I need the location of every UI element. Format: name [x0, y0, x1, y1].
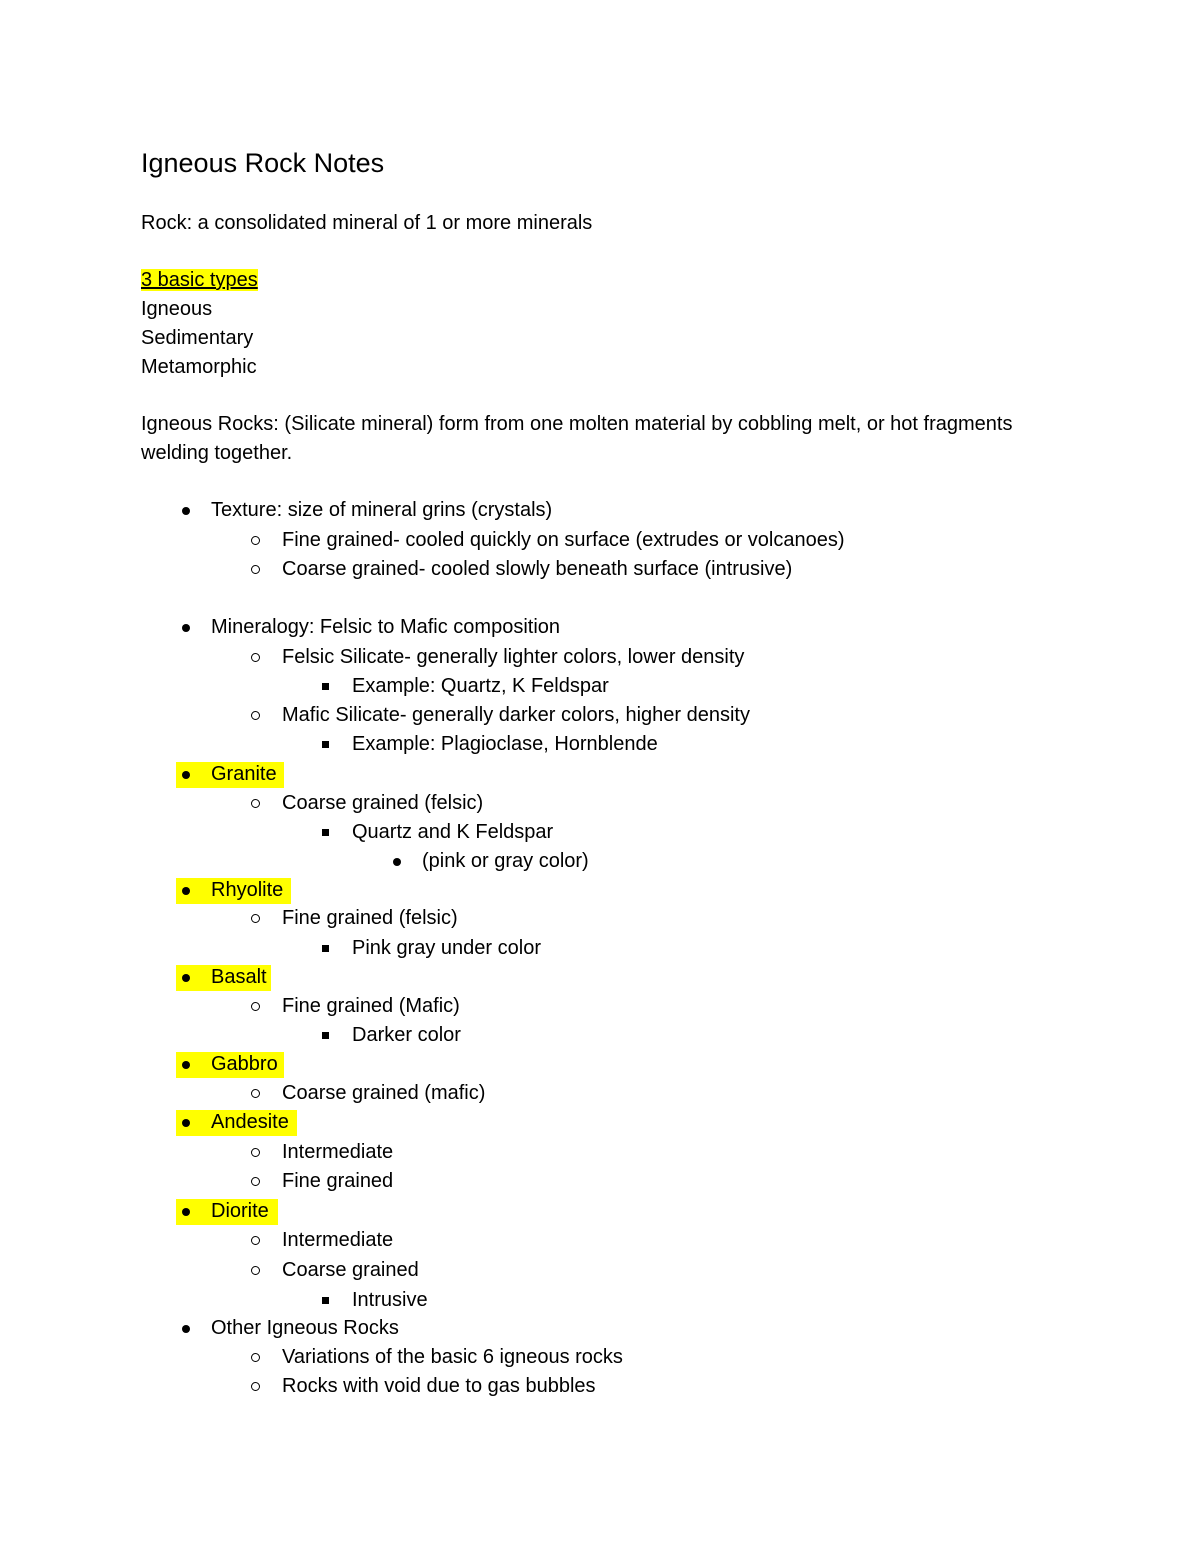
bullet-icon	[182, 1325, 190, 1333]
square-bullet-icon	[322, 1297, 329, 1304]
circle-bullet-icon	[251, 1382, 260, 1391]
circle-bullet-icon	[251, 1353, 260, 1362]
circle-bullet-icon	[251, 1002, 260, 1011]
rock-definition: Rock: a consolidated mineral of 1 or more minerals	[141, 212, 593, 234]
circle-bullet-icon	[251, 1177, 260, 1186]
bullet-icon	[182, 1119, 190, 1127]
bullet-icon	[182, 974, 190, 982]
types-heading	[141, 266, 258, 295]
type-item: Sedimentary	[141, 327, 254, 349]
circle-bullet-icon	[251, 1236, 260, 1245]
igneous-intro: Igneous Rocks: (Silicate mineral) form from one molten material by cobbling melt, or hot fragments welding together.	[141, 413, 1013, 464]
bullet-icon	[182, 624, 190, 632]
square-bullet-icon	[322, 829, 329, 836]
bullet-icon	[393, 858, 401, 866]
type-item: Metamorphic	[141, 356, 257, 378]
bullet-icon	[182, 887, 190, 895]
type-item: Igneous	[141, 298, 213, 320]
circle-bullet-icon	[251, 536, 260, 545]
square-bullet-icon	[322, 945, 329, 952]
circle-bullet-icon	[251, 914, 260, 923]
bullet-icon	[182, 771, 190, 779]
circle-bullet-icon	[251, 1089, 260, 1098]
circle-bullet-icon	[251, 799, 260, 808]
bullet-icon	[182, 1061, 190, 1069]
document-page: Igneous Rock Notes Rock: a consolidated mineral of 1 or more minerals 3 basic types Igneous Sedimentary Metamorphic Igneous Rocks: (Silicate mineral) form from one molten material by cobbling melt, or hot fragments welding together. Texture: size of mineral grins (crystals) Fine grained- cooled quickly on surface (extrudes or volcanoes) Coarse grained- cooled slowly beneath surface (intrusive) Mineralogy: Felsic to Mafic composition Felsic Silicate- generally lighter colors, lower density Example: Quartz, K Feldspar Mafic Silicate- generally darker colors, higher density Example: Plagioclase, Hornblende Granite Coarse grained (felsic) Quartz and K Feldspar (pink or gray color) Rhyolite Fine grained (felsic) Pink gray under color Basalt Fine grained (Mafic) Darker color Gabbro Coarse grained (mafic) Andesite Intermediate Fine grained Diorite Intermediate Coarse grained Intrusive Other Igneous Rocks Variations of the basic 6 igneous rocks Rocks with void due to gas bubbles	[0, 0, 1200, 1553]
circle-bullet-icon	[251, 1148, 260, 1157]
square-bullet-icon	[322, 683, 329, 690]
bullet-icon	[182, 507, 190, 515]
square-bullet-icon	[322, 1032, 329, 1039]
types-heading-text: 3 basic types	[141, 269, 258, 291]
circle-bullet-icon	[251, 711, 260, 720]
square-bullet-icon	[322, 741, 329, 748]
circle-bullet-icon	[251, 1266, 260, 1275]
bullet-icon	[182, 1208, 190, 1216]
circle-bullet-icon	[251, 653, 260, 662]
page-title: Igneous Rock Notes	[141, 148, 385, 178]
circle-bullet-icon	[251, 565, 260, 574]
